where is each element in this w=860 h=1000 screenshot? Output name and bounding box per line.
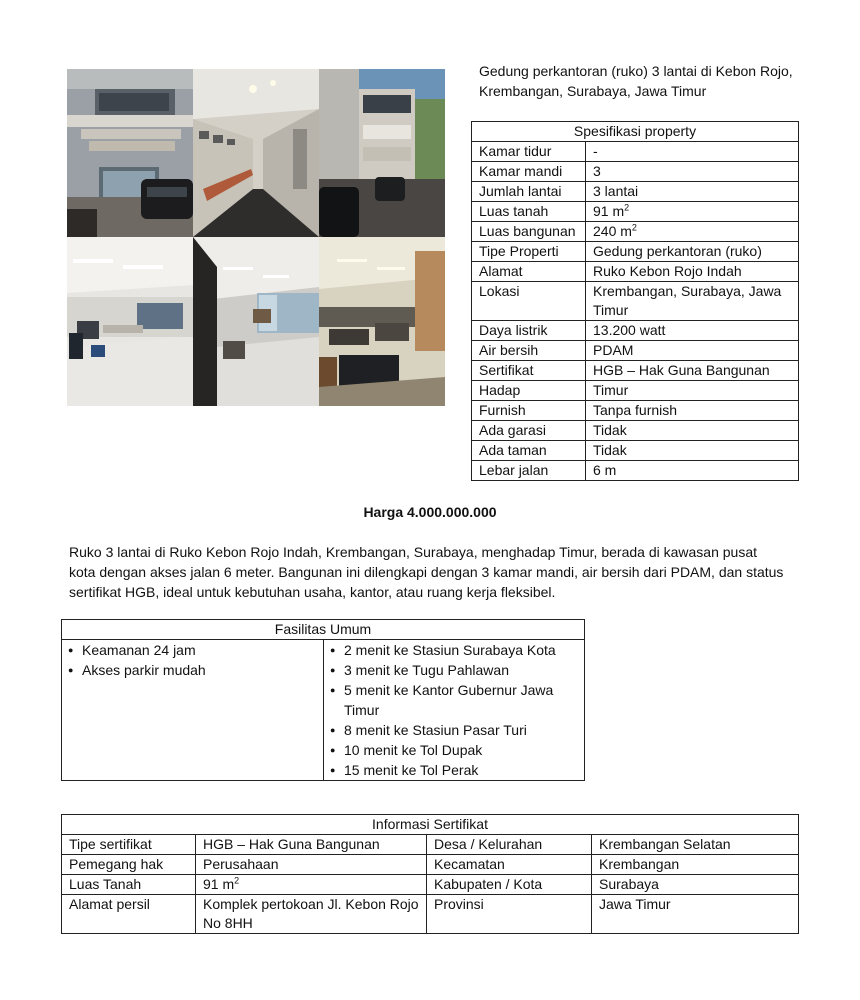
photo-gallery <box>67 69 445 406</box>
facility-text: 3 menit ke Tugu Pahlawan <box>344 662 509 678</box>
facility-text: 2 menit ke Stasiun Surabaya Kota <box>344 642 556 658</box>
superscript: 2 <box>234 875 240 886</box>
facility-item <box>330 740 578 760</box>
spec-row <box>472 262 799 282</box>
cert-value <box>196 835 427 855</box>
spec-value-text: Timur <box>593 382 629 398</box>
spec-value-text: 3 lantai <box>593 183 639 199</box>
spec-label: Lebar jalan <box>472 461 586 481</box>
cert-value: Surabaya <box>592 875 799 895</box>
facility-item <box>68 640 317 660</box>
description: Ruko 3 lantai di Ruko Kebon Rojo Indah, Krembangan, Surabaya, menghadap Timur, berada di kawasan pusat kota dengan akses jalan 6 meter. Bangunan ini dilengkapi dengan 3 kamar mandi, air bersih dari PDAM, dan status sertifikat HGB, ideal untuk kebutuhan usaha, kantor, atau ruang kerja fleksibel. <box>69 544 784 600</box>
spec-label: Ada garasi <box>472 421 586 441</box>
spec-row <box>472 341 799 361</box>
spec-label: Lokasi <box>472 282 586 321</box>
spec-value <box>586 222 799 242</box>
spec-value-text: 91 m <box>593 203 625 219</box>
photo-open-office[interactable] <box>319 237 445 406</box>
cert-key: Alamat persil <box>62 895 196 934</box>
facilities-table <box>61 619 585 781</box>
spec-label: Luas tanah <box>472 202 586 222</box>
spec-value-text: - <box>593 143 598 159</box>
superscript: 2 <box>631 222 637 233</box>
spec-value-text: Krembangan, Surabaya, Jawa Timur <box>593 283 782 318</box>
cert-key: Pemegang hak <box>62 855 196 875</box>
spec-row <box>472 202 799 222</box>
facilities-left-column <box>62 640 324 781</box>
cert-value-text: HGB – Hak Guna Bangunan <box>203 836 380 852</box>
photo-facade[interactable] <box>67 69 193 237</box>
photo-workroom[interactable] <box>193 69 319 237</box>
spec-value <box>586 341 799 361</box>
spec-label: Luas bangunan <box>472 222 586 242</box>
facility-text: 8 menit ke Stasiun Pasar Turi <box>344 722 527 738</box>
bullet-icon: ● <box>68 665 74 675</box>
spec-value <box>586 421 799 441</box>
photo-side[interactable] <box>319 69 445 237</box>
spec-label: Alamat <box>472 262 586 282</box>
spec-value <box>586 162 799 182</box>
spec-value <box>586 361 799 381</box>
facilities-right-column <box>324 640 585 781</box>
spec-row <box>472 162 799 182</box>
spec-row <box>472 282 799 321</box>
spec-value <box>586 262 799 282</box>
facility-item <box>68 660 317 680</box>
spec-value <box>586 202 799 222</box>
spec-value <box>586 182 799 202</box>
spec-value-text: Gedung perkantoran (ruko) <box>593 243 762 259</box>
bullet-icon: ● <box>68 645 74 655</box>
spec-row <box>472 222 799 242</box>
bullet-icon: ● <box>330 685 336 695</box>
facility-text: Akses parkir mudah <box>82 662 206 678</box>
facility-text: 15 menit ke Tol Perak <box>344 762 479 778</box>
cert-key: Provinsi <box>427 895 592 934</box>
spec-row <box>472 381 799 401</box>
cert-value <box>196 855 427 875</box>
spec-value-text: Ruko Kebon Rojo Indah <box>593 263 742 279</box>
spec-row <box>472 242 799 262</box>
spec-label: Jumlah lantai <box>472 182 586 202</box>
spec-table-header: Spesifikasi property <box>472 122 799 142</box>
facility-item <box>330 720 578 740</box>
spec-label: Air bersih <box>472 341 586 361</box>
spec-label: Kamar tidur <box>472 142 586 162</box>
spec-value <box>586 381 799 401</box>
facility-text: Keamanan 24 jam <box>82 642 196 658</box>
spec-label: Furnish <box>472 401 586 421</box>
spec-value <box>586 441 799 461</box>
photo-empty-room[interactable] <box>193 237 319 406</box>
certificate-table <box>61 814 799 934</box>
spec-label: Hadap <box>472 381 586 401</box>
superscript: 2 <box>624 202 630 213</box>
facility-item <box>330 680 578 720</box>
cert-value <box>196 895 427 934</box>
bullet-icon: ● <box>330 665 336 675</box>
certificate-row <box>62 855 799 875</box>
cert-key: Tipe sertifikat <box>62 835 196 855</box>
cert-value <box>196 875 427 895</box>
spec-value-text: 6 m <box>593 462 617 478</box>
cert-key: Kabupaten / Kota <box>427 875 592 895</box>
spec-value <box>586 321 799 341</box>
spec-value <box>586 242 799 262</box>
spec-value <box>586 401 799 421</box>
facilities-header: Fasilitas Umum <box>62 620 585 640</box>
facility-text: 5 menit ke Kantor Gubernur Jawa Timur <box>344 682 554 718</box>
spec-value-text: 3 <box>593 163 601 179</box>
spec-row <box>472 182 799 202</box>
cert-value-text: Komplek pertokoan Jl. Kebon Rojo No 8HH <box>203 896 419 931</box>
photo-office[interactable] <box>67 237 193 406</box>
certificate-row <box>62 835 799 855</box>
cert-value: Krembangan <box>592 855 799 875</box>
photo-workroom-image <box>193 69 319 237</box>
spec-value-text: PDAM <box>593 342 634 358</box>
spec-label: Kamar mandi <box>472 162 586 182</box>
spec-row <box>472 401 799 421</box>
spec-row <box>472 421 799 441</box>
spec-value <box>586 282 799 321</box>
cert-value-text: Perusahaan <box>203 856 279 872</box>
spec-row <box>472 321 799 341</box>
spec-row <box>472 461 799 481</box>
bullet-icon: ● <box>330 745 336 755</box>
facility-item <box>330 660 578 680</box>
facility-item <box>330 640 578 660</box>
spec-value-text: Tanpa furnish <box>593 402 678 418</box>
spec-value-text: HGB – Hak Guna Bangunan <box>593 362 770 378</box>
cert-value: Jawa Timur <box>592 895 799 934</box>
cert-value-text: 91 m <box>203 876 235 892</box>
price: Harga 4.000.000.000 <box>363 504 497 520</box>
listing-title: Gedung perkantoran (ruko) 3 lantai di Kebon Rojo, Krembangan, Surabaya, Jawa Timur <box>479 63 793 99</box>
facility-text: 10 menit ke Tol Dupak <box>344 742 483 758</box>
spec-value-text: 13.200 watt <box>593 322 666 338</box>
cert-key: Kecamatan <box>427 855 592 875</box>
cert-key: Desa / Kelurahan <box>427 835 592 855</box>
spec-row <box>472 361 799 381</box>
spec-value <box>586 142 799 162</box>
certificate-row <box>62 875 799 895</box>
photo-open-office-image <box>319 237 445 406</box>
photo-side-image <box>319 69 445 237</box>
spec-label: Sertifikat <box>472 361 586 381</box>
photo-facade-image <box>67 69 193 237</box>
spec-value-text: Tidak <box>593 442 627 458</box>
bullet-icon: ● <box>330 645 336 655</box>
spec-value-text: 240 m <box>593 223 632 239</box>
spec-label: Tipe Properti <box>472 242 586 262</box>
spec-row <box>472 142 799 162</box>
certificate-row <box>62 895 799 934</box>
spec-table <box>471 121 799 481</box>
facility-item <box>330 760 578 780</box>
spec-label: Daya listrik <box>472 321 586 341</box>
cert-value: Krembangan Selatan <box>592 835 799 855</box>
cert-key: Luas Tanah <box>62 875 196 895</box>
spec-value-text: Tidak <box>593 422 627 438</box>
spec-label: Ada taman <box>472 441 586 461</box>
certificate-header: Informasi Sertifikat <box>62 815 799 835</box>
photo-office-image <box>67 237 193 406</box>
spec-row <box>472 441 799 461</box>
spec-value <box>586 461 799 481</box>
bullet-icon: ● <box>330 725 336 735</box>
photo-empty-room-image <box>193 237 319 406</box>
bullet-icon: ● <box>330 765 336 775</box>
